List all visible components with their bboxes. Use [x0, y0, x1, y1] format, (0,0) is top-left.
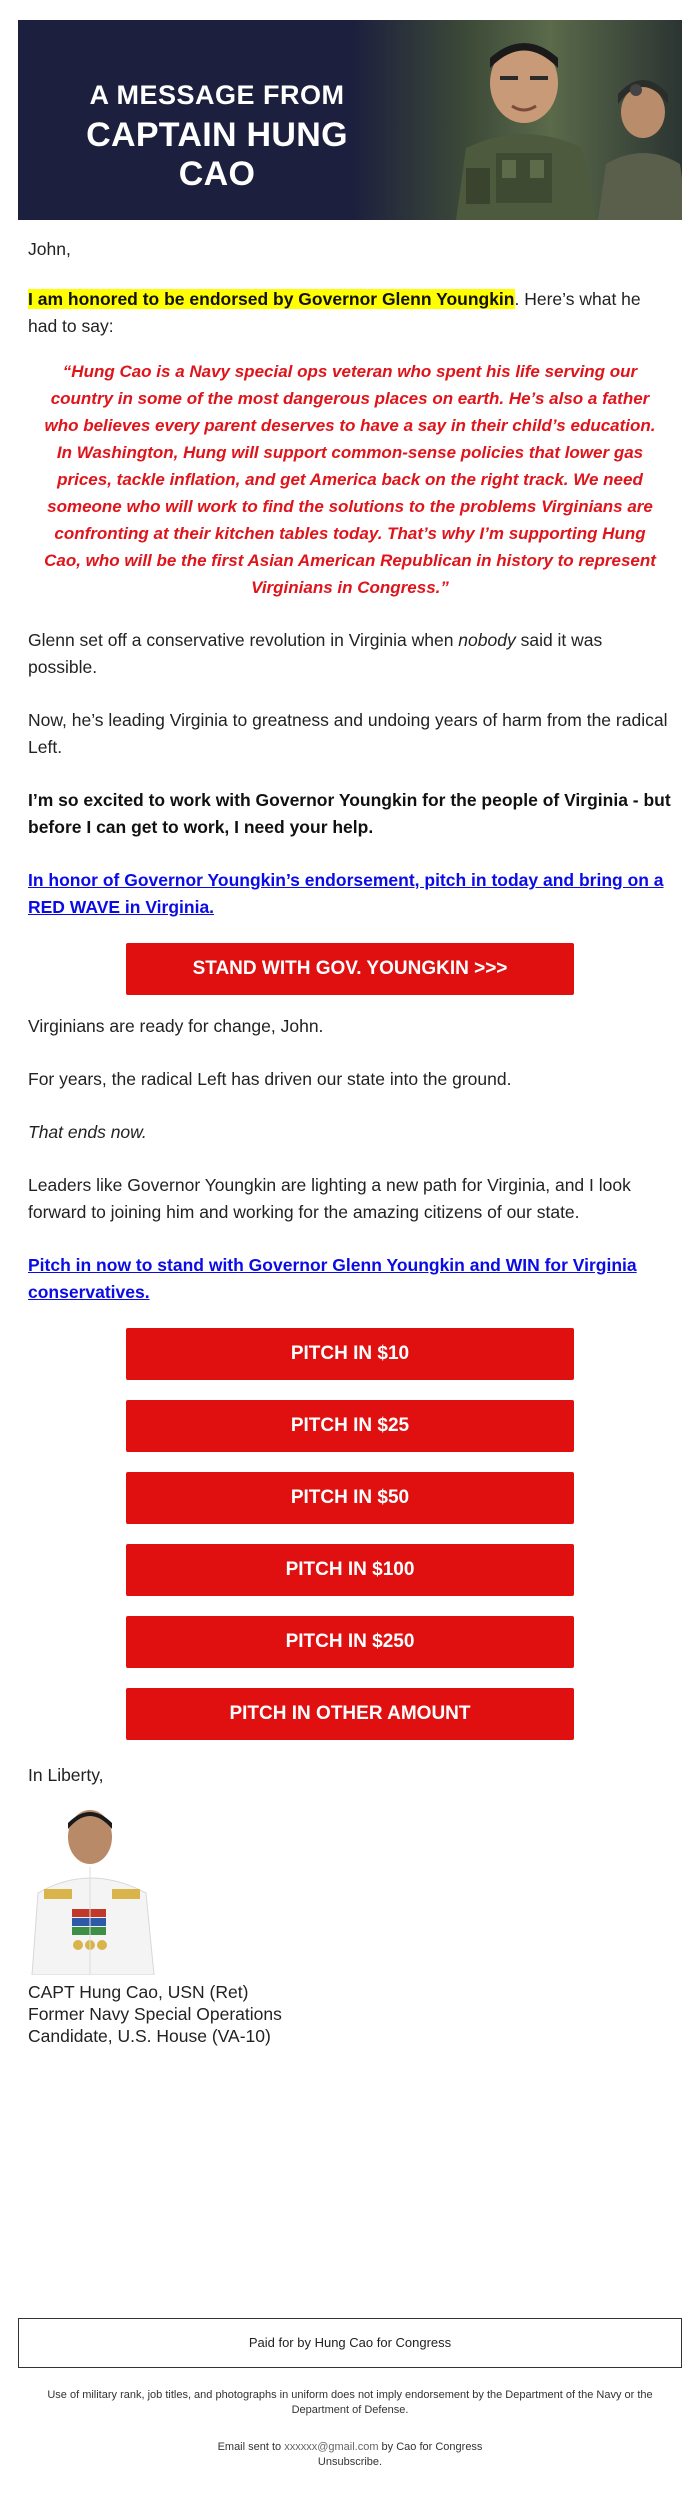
unsubscribe-link[interactable]: Unsubscribe. — [317, 2456, 383, 2468]
donate-50-button[interactable]: PITCH IN $50 — [126, 1472, 574, 1524]
pitch-donate-link[interactable]: Pitch in now to stand with Governor Glenn Youngkin and WIN for Virginia conservatives. — [28, 1255, 637, 1302]
stand-with-youngkin-button[interactable]: STAND WITH GOV. YOUNGKIN >>> — [126, 943, 574, 995]
signature-block — [28, 1981, 672, 2047]
sent-suffix: by Cao for Congress — [378, 2441, 483, 2453]
greeting: John, — [28, 239, 71, 259]
header-banner — [18, 20, 682, 220]
leaders-paragraph: Leaders like Governor Youngkin are lighting a new path for Virginia, and I look forward to joining him and working for the amazing citizens of our state. — [28, 1175, 631, 1222]
signature-candidacy: Candidate, U.S. House (VA-10) — [28, 2026, 271, 2046]
donate-25-button[interactable]: PITCH IN $25 — [126, 1400, 574, 1452]
revolution-before: Glenn set off a conservative revolution in Virginia when — [28, 630, 459, 650]
donate-other-button[interactable]: PITCH IN OTHER AMOUNT — [126, 1688, 574, 1740]
sent-to-notice — [28, 2440, 672, 2470]
youngkin-quote: “Hung Cao is a Navy special ops veteran who spent his life serving our country in some of the most dangerous places on earth. He’s also a father who believes every parent deserves to have a say in their child’s education. In Washington, Hung will support common-sense policies that lower gas prices, tackle inflation, and get America back on the right track. We need someone who will work to find the solutions to the problems Virginians are confronting at their kitchen tables today. That’s why I’m supporting Hung Cao, who will be the first Asian American Republican in history to represent Virginians in Congress.” — [44, 362, 656, 597]
revolution-emphasis: nobody — [458, 630, 516, 650]
leading-paragraph: Now, he’s leading Virginia to greatness and undoing years of harm from the radical Left. — [28, 710, 668, 757]
revolution-paragraph — [28, 627, 672, 681]
ends-now-paragraph: That ends now. — [28, 1122, 147, 1142]
banner-title-line2: CAPTAIN HUNG CAO — [86, 116, 348, 193]
donate-250-button[interactable]: PITCH IN $250 — [126, 1616, 574, 1668]
donate-10-button[interactable]: PITCH IN $10 — [126, 1328, 574, 1380]
sent-prefix: Email sent to — [217, 2441, 285, 2453]
military-disclaimer: Use of military rank, job titles, and photographs in uniform does not imply endorsement by the Department of the Navy or the Department of Defense. — [47, 2389, 653, 2416]
endorsement-paragraph — [28, 286, 672, 340]
email-body — [28, 234, 672, 2047]
years-paragraph: For years, the radical Left has driven our state into the ground. — [28, 1069, 512, 1089]
candidate-combat-photo — [436, 28, 606, 220]
excited-paragraph: I’m so excited to work with Governor Youngkin for the people of Virginia - but before I can get to work, I need your help. — [28, 790, 671, 837]
recipient-email: xxxxxx@gmail.com — [284, 2441, 379, 2453]
banner-title-line1: A MESSAGE FROM — [89, 80, 345, 110]
signature-name: CAPT Hung Cao, USN (Ret) — [28, 1982, 249, 2002]
donation-buttons — [28, 1328, 672, 1740]
endorsement-highlight: I am honored to be endorsed by Governor Glenn Youngkin — [28, 289, 515, 309]
ready-paragraph: Virginians are ready for change, John. — [28, 1016, 324, 1036]
endorsement-rest: . Here’s what he had to say: — [28, 289, 641, 336]
honor-donate-link[interactable]: In honor of Governor Youngkin’s endorsement, pitch in today and bring on a RED WAVE in Virginia. — [28, 870, 664, 917]
paid-for-box: Paid for by Hung Cao for Congress — [18, 2318, 682, 2368]
donate-100-button[interactable]: PITCH IN $100 — [126, 1544, 574, 1596]
revolution-after: said it was possible. — [28, 630, 603, 677]
candidate-field-photo — [598, 60, 682, 220]
signature-title: Former Navy Special Operations — [28, 2004, 282, 2024]
signoff: In Liberty, — [28, 1765, 104, 1785]
candidate-uniform-photo — [28, 1797, 178, 1975]
